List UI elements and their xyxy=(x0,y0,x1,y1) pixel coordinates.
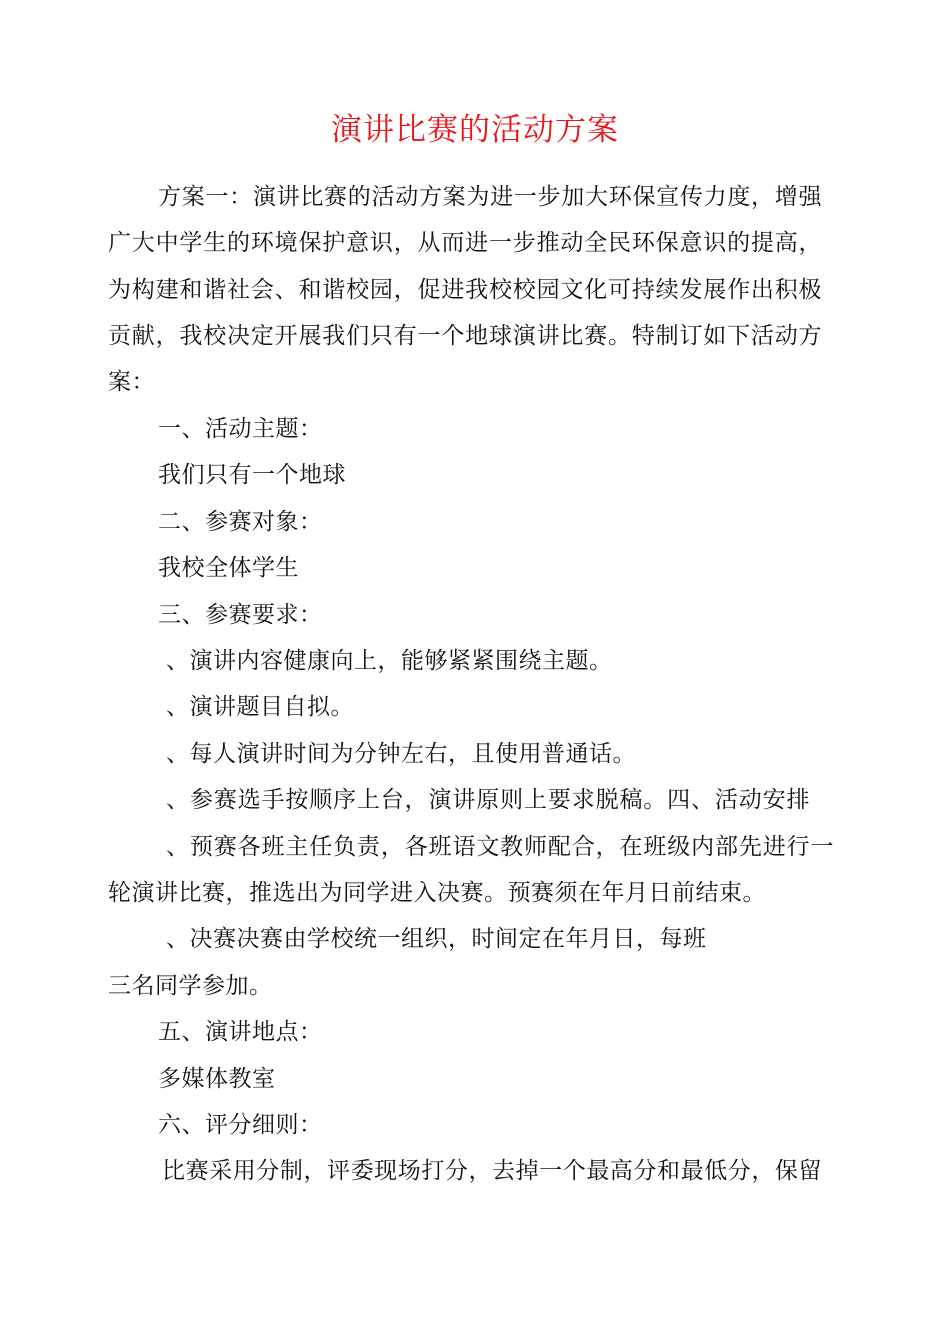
paragraph-line: 方案一：演讲比赛的活动方案为进一步加大环保宣传力度，增强 xyxy=(158,184,822,210)
paragraph-line: 广大中学生的环境保护意识，从而进一步推动全民环保意识的提高， xyxy=(108,230,822,256)
paragraph-line: 我校全体学生 xyxy=(158,555,299,581)
list-item: 、预赛各班主任负责，各班语文教师配合，在班级内部先进行一 xyxy=(166,834,834,860)
list-item: 、每人演讲时间为分钟左右，且使用普通话。 xyxy=(166,741,636,767)
paragraph-line: 多媒体教室 xyxy=(158,1066,276,1092)
section-heading: 五、演讲地点： xyxy=(158,1019,323,1045)
paragraph-line: 案： xyxy=(108,369,155,395)
paragraph-line: 我们只有一个地球 xyxy=(158,462,346,488)
list-item: 、决赛决赛由学校统一组织，时间定在年月日，每班 xyxy=(166,926,707,952)
paragraph-line: 比赛采用分制，评委现场打分，去掉一个最高分和最低分，保留 xyxy=(162,1158,822,1184)
document-title: 演讲比赛的活动方案 xyxy=(331,112,619,148)
section-heading: 三、参赛要求： xyxy=(158,602,323,628)
list-item: 、参赛选手按顺序上台，演讲原则上要求脱稿。四、活动安排 xyxy=(166,787,810,813)
paragraph-line: 贡献，我校决定开展我们只有一个地球演讲比赛。特制订如下活动方 xyxy=(108,323,822,349)
section-heading: 六、评分细则： xyxy=(158,1112,323,1138)
section-heading: 一、活动主题： xyxy=(158,416,323,442)
list-item: 、演讲题目自拟。 xyxy=(166,694,354,720)
section-heading: 二、参赛对象： xyxy=(158,509,323,535)
paragraph-line: 为构建和谐社会、和谐校园，促进我校校园文化可持续发展作出积极 xyxy=(108,277,822,303)
paragraph-line: 三名同学参加。 xyxy=(108,973,273,999)
list-item: 、演讲内容健康向上，能够紧紧围绕主题。 xyxy=(166,648,613,674)
paragraph-line: 轮演讲比赛，推选出为同学进入决赛。预赛须在年月日前结束。 xyxy=(108,880,766,906)
